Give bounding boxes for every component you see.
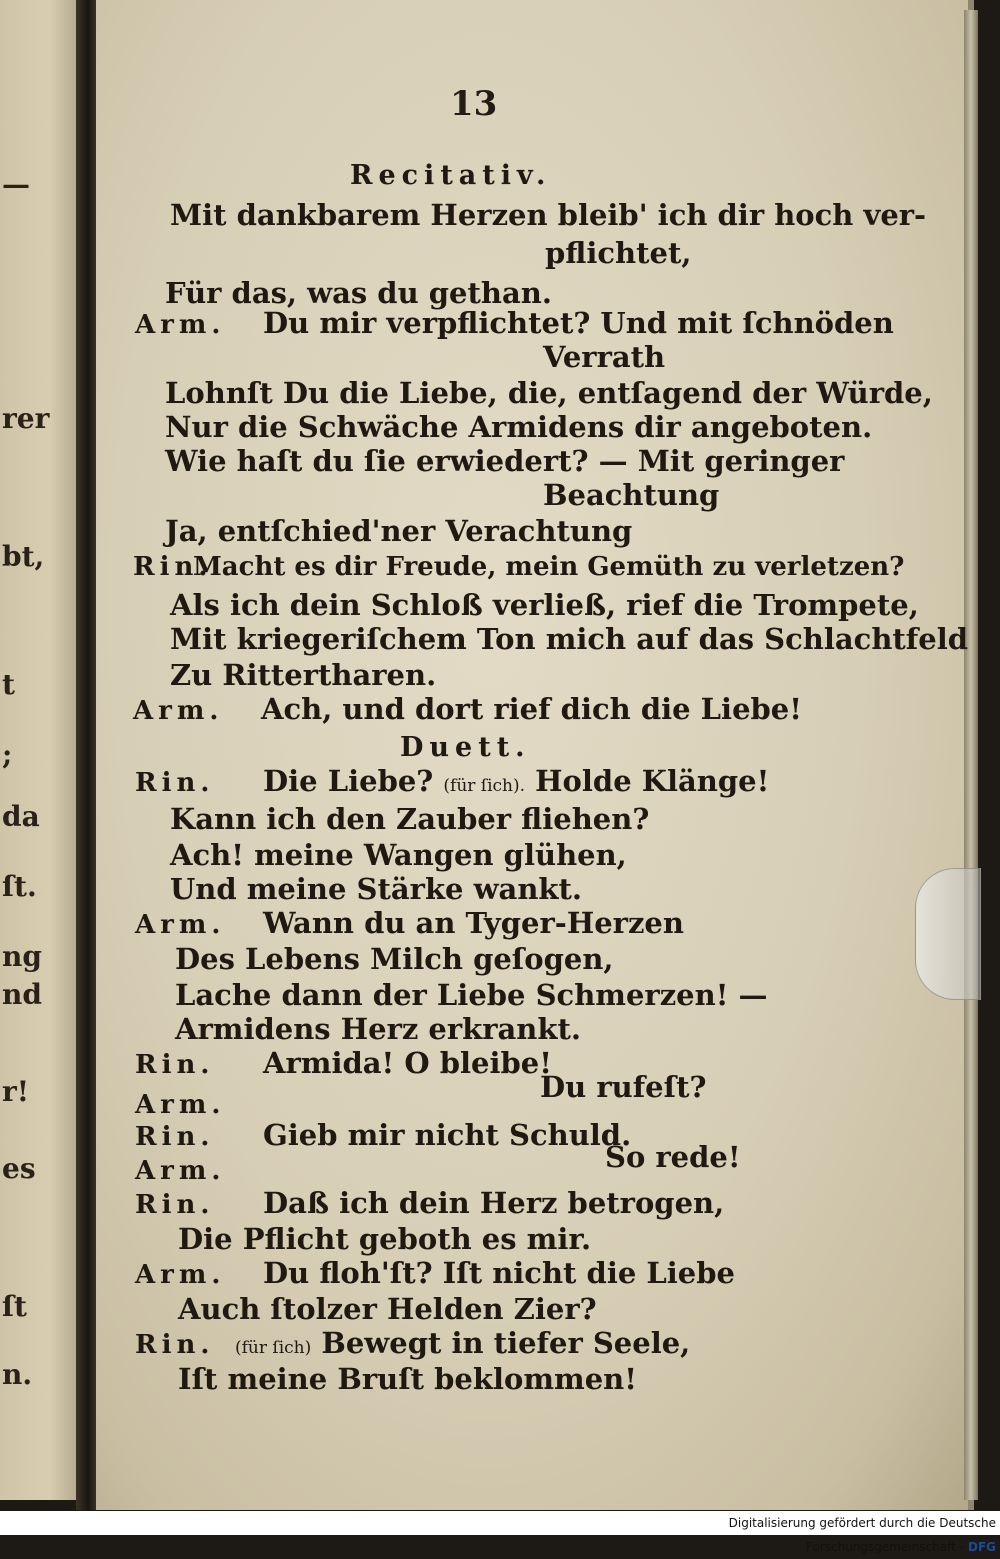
line-text: Daß ich dein Herz betrogen, bbox=[263, 1186, 725, 1220]
margin-fragment: da bbox=[2, 800, 40, 833]
speaker-label: Arm. bbox=[133, 696, 224, 726]
text-line: Mit dankbarem Herzen bleib' ich dir hoch ver- bbox=[170, 198, 927, 232]
line-text: Bewegt in tiefer Seele, bbox=[321, 1326, 691, 1360]
text-line: Kann ich den Zauber fliehen? bbox=[170, 802, 650, 836]
text-line: Du rufeſt? bbox=[540, 1070, 707, 1104]
margin-fragment: r! bbox=[2, 1075, 30, 1108]
text-line: Lohnſt Du die Liebe, die, entſagend der Würde, bbox=[165, 376, 933, 410]
margin-fragment: es bbox=[2, 1152, 36, 1185]
text-line bbox=[135, 1086, 263, 1120]
line-text: Armida! O bleibe! bbox=[263, 1046, 552, 1080]
text-line: Als ich dein Schloß verließ, rief die Trompete, bbox=[170, 588, 919, 622]
text-line: Nur die Schwäche Armidens dir angeboten. bbox=[165, 410, 873, 444]
text-line bbox=[135, 1326, 690, 1360]
text-line: So rede! bbox=[605, 1140, 741, 1174]
margin-fragment: nd bbox=[2, 978, 42, 1011]
speaker-label: Rin. bbox=[135, 1122, 215, 1152]
text-line bbox=[135, 1152, 263, 1186]
footer-credit bbox=[600, 1511, 1000, 1554]
text-line bbox=[135, 306, 894, 340]
speaker-label: Rin. bbox=[135, 1190, 215, 1220]
text-line bbox=[135, 1186, 724, 1220]
speaker-label: Rin. bbox=[135, 768, 215, 798]
text-line bbox=[135, 764, 769, 798]
text-line bbox=[135, 1256, 735, 1290]
speaker-label: Rin. bbox=[135, 1050, 215, 1080]
text-line: Wie haſt du ſie erwiedert? — Mit geringer bbox=[165, 444, 845, 478]
line-text: Holde Klänge! bbox=[535, 764, 770, 798]
text-line bbox=[135, 1118, 631, 1152]
margin-fragment: — bbox=[2, 168, 30, 201]
margin-fragment: ſt bbox=[2, 1290, 27, 1323]
text-line: Die Pflicht geboth es mir. bbox=[178, 1222, 592, 1256]
line-text: Macht es dir Freude, mein Gemüth zu verletzen? bbox=[193, 552, 905, 582]
text-line: Iſt meine Bruſt beklommen! bbox=[178, 1362, 637, 1396]
speaker-label: Arm. bbox=[135, 910, 226, 940]
margin-fragment: ; bbox=[2, 738, 13, 771]
text-line: Verrath bbox=[543, 340, 666, 374]
page-edge bbox=[964, 10, 978, 1500]
stage-direction: (für ſich). bbox=[443, 776, 526, 796]
text-line bbox=[135, 906, 684, 940]
text-line: Des Lebens Milch geſogen, bbox=[175, 942, 614, 976]
text-line: Mit kriegeriſchem Ton mich auf das Schlachtfeld bbox=[170, 622, 969, 656]
margin-fragment: t bbox=[2, 668, 15, 701]
text-line: Zu Rittertharen. bbox=[170, 658, 437, 692]
footer-text: Digitalisierung gefördert durch die Deutsche Forschungsgemeinschaft - bbox=[728, 1516, 996, 1554]
line-text: Ach, und dort rief dich die Liebe! bbox=[261, 692, 802, 726]
speaker-label: Arm. bbox=[135, 1260, 226, 1290]
margin-fragment: n. bbox=[2, 1358, 33, 1391]
line-text: Du floh'ſt? Iſt nicht die Liebe bbox=[263, 1256, 735, 1290]
text-line: pflichtet, bbox=[545, 236, 692, 270]
speaker-label: Rin. bbox=[135, 1330, 215, 1360]
line-text: Wann du an Tyger-Herzen bbox=[263, 906, 684, 940]
text-line bbox=[133, 552, 904, 582]
line-text: Die Liebe? bbox=[263, 764, 434, 798]
footer-bar bbox=[0, 1511, 600, 1535]
text-line: Lache dann der Liebe Schmerzen! — bbox=[175, 978, 768, 1012]
section-heading: Duett. bbox=[400, 732, 531, 763]
page-clip bbox=[915, 868, 981, 1000]
page-number: 13 bbox=[450, 84, 498, 124]
text-line: Auch ſtolzer Helden Zier? bbox=[178, 1292, 597, 1326]
speaker-label: Rin. bbox=[133, 552, 213, 582]
text-line: Ach! meine Wangen glühen, bbox=[170, 838, 627, 872]
text-line: Ja, entſchied'ner Verachtung bbox=[165, 514, 633, 548]
speaker-label: Arm. bbox=[135, 1090, 226, 1120]
speaker-label: Arm. bbox=[135, 310, 226, 340]
text-line: Und meine Stärke wankt. bbox=[170, 872, 583, 906]
text-line: Armidens Herz erkrankt. bbox=[175, 1012, 581, 1046]
section-heading: Recitativ. bbox=[350, 160, 552, 191]
margin-fragment: ſt. bbox=[2, 870, 37, 903]
margin-fragment: rer bbox=[2, 402, 50, 435]
margin-fragment: ng bbox=[2, 940, 42, 973]
line-text: Gieb mir nicht Schuld. bbox=[263, 1118, 632, 1152]
margin-fragment: bt, bbox=[2, 540, 45, 573]
speaker-label: Arm. bbox=[135, 1156, 226, 1186]
text-line bbox=[135, 1046, 552, 1080]
stage-direction: (für ſich) bbox=[235, 1338, 312, 1358]
dfg-logo: DFG bbox=[967, 1540, 996, 1554]
text-line bbox=[133, 692, 802, 726]
text-line: Beachtung bbox=[543, 478, 720, 512]
text-line: Für das, was du gethan. bbox=[165, 276, 552, 310]
line-text: Du mir verpflichtet? Und mit ſchnöden bbox=[263, 306, 894, 340]
